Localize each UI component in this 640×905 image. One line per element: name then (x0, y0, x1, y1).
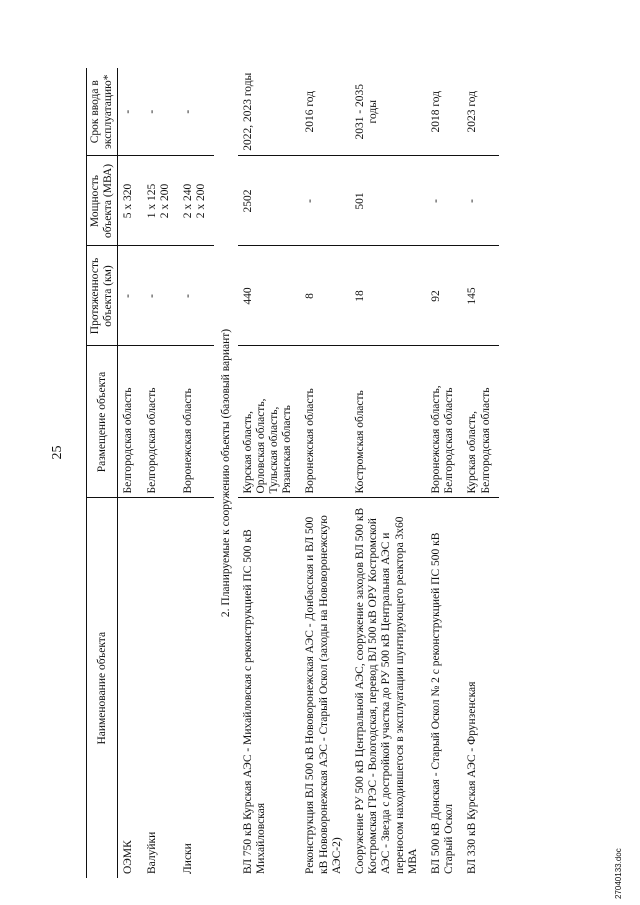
table-row (178, 68, 214, 878)
object-length-cell: 145 (462, 246, 498, 346)
object-location-cell: Воронежская область, Белгородская область (426, 346, 462, 498)
object-length-cell: - (142, 246, 178, 346)
table-row (238, 68, 301, 878)
object-term-cell: - (178, 68, 214, 156)
object-length-cell: - (118, 246, 142, 346)
object-term-cell: 2016 год (300, 68, 350, 156)
object-power-cell: 501 (350, 156, 426, 246)
table-row (142, 68, 178, 878)
object-power-cell: - (300, 156, 350, 246)
object-length-cell: - (178, 246, 214, 346)
table-header-row (87, 68, 118, 878)
object-length-cell: 92 (426, 246, 462, 346)
header-location: Размещение объекта (87, 346, 118, 498)
object-name-cell: ВЛ 330 кВ Курская АЭС - Фрунзенская (466, 681, 479, 874)
object-name-cell: Лиски (182, 843, 195, 874)
table-body (118, 68, 499, 878)
section-title: 2. Планируемые к сооружению объекты (базовый вариант) (220, 328, 233, 618)
header-power: Мощность объекта (МВА) (87, 156, 118, 246)
object-term-cell: 2018 год (426, 68, 462, 156)
header-length: Протяженность объекта (км) (87, 246, 118, 346)
object-power-cell: 1 х 125 2 х 200 (142, 156, 178, 246)
object-power-cell: - (462, 156, 498, 246)
object-term-cell: 2031 - 2035 годы (350, 68, 426, 156)
object-name-cell: Сооружение РУ 500 кВ Центральной АЭС, сооружение заходов ВЛ 500 кВ Костромская ГРЭС - Вологодская, перевод ВЛ 500 кВ ОРУ Костромской АЭС - Звезда с достройкой участка до РУ 500 кВ Центральная АЭС и переносом находившегося в эксплуатации шунтирующего реактора 3х60 МВА (354, 507, 419, 874)
object-power-cell: 5 х 320 (118, 156, 142, 246)
object-location-cell: Воронежская область (178, 346, 214, 498)
table-row (462, 68, 498, 878)
table-row (426, 68, 462, 878)
object-term-cell: - (142, 68, 178, 156)
object-name-cell: Реконструкция ВЛ 500 кВ Нововоронежская АЭС - Донбасская и ВЛ 500 кВ Нововоронежская АЭС - Старый Оскол (заходы на Нововоронежскую АЭС-2) (304, 515, 343, 874)
table-row (118, 68, 142, 878)
object-name-cell: ОЭМК (122, 840, 135, 874)
header-name: Наименование объекта (87, 498, 118, 878)
table-row (350, 68, 426, 878)
header-term: Срок ввода в эксплуатацию* (87, 68, 118, 156)
object-term-cell: - (118, 68, 142, 156)
object-location-cell: Белгородская область (142, 346, 178, 498)
object-name-cell: Валуйки (145, 831, 158, 874)
object-location-cell: Курская область, Белгородская область (462, 346, 498, 498)
object-location-cell: Белгородская область (118, 346, 142, 498)
object-length-cell: 18 (350, 246, 426, 346)
objects-table (86, 68, 499, 878)
object-length-cell: 8 (300, 246, 350, 346)
object-power-cell: 2 х 240 2 х 200 (178, 156, 214, 246)
object-location-cell: Курская область, Орловская область, Тульская область, Рязанская область (238, 346, 301, 498)
document-code: 27040133.doc (614, 848, 623, 899)
object-term-cell: 2023 год (462, 68, 498, 156)
object-name-cell: ВЛ 750 кВ Курская АЭС - Михайловская с реконструкцией ПС 500 кВ Михайловская (241, 529, 267, 874)
object-location-cell: Костромская область (350, 346, 426, 498)
page-number: 25 (50, 445, 65, 460)
object-term-cell: 2022, 2023 годы (238, 68, 301, 156)
object-length-cell: 440 (238, 246, 301, 346)
object-power-cell: - (426, 156, 462, 246)
section-row (214, 68, 237, 878)
table-row (300, 68, 350, 878)
object-location-cell: Воронежская область (300, 346, 350, 498)
object-name-cell: ВЛ 500 кВ Донская - Старый Оскол № 2 с реконструкцией ПС 500 кВ Старый Оскол (430, 532, 456, 874)
object-power-cell: 2502 (238, 156, 301, 246)
